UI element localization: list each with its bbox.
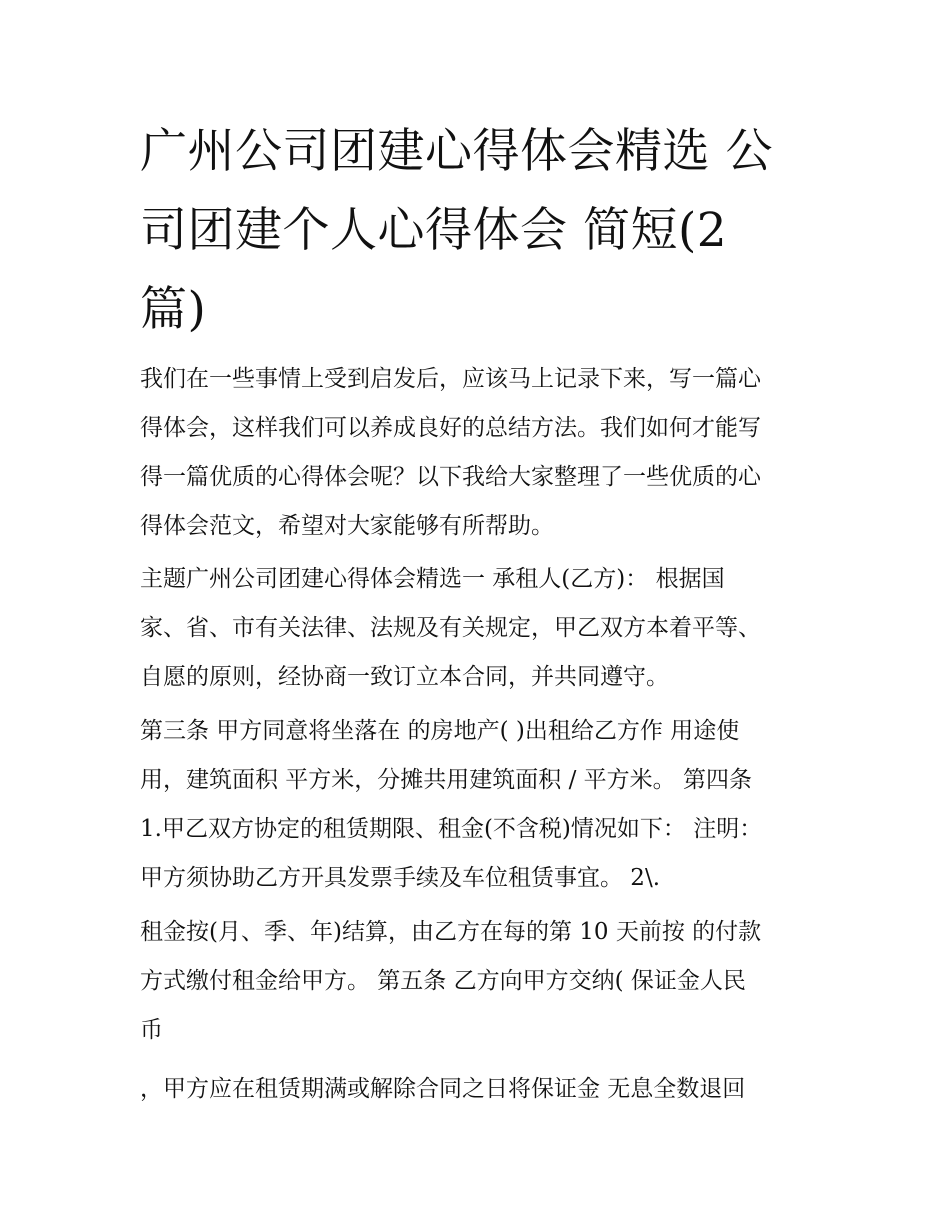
title-line: 司团建个人心得体会 简短(2 — [140, 203, 728, 258]
paragraph-article-three — [140, 707, 830, 903]
paragraph-lessee — [140, 555, 830, 702]
text-line: 我们在一些事情上受到启发后，应该马上记录下来，写一篇心 — [140, 366, 761, 392]
document-title — [140, 112, 820, 349]
paragraph-deposit-return — [140, 1065, 830, 1114]
title-line: 广州公司团建心得体会精选 公 — [140, 124, 773, 179]
text-line: 自愿的原则，经协商一致订立本合同，并共同遵守。 — [140, 664, 669, 690]
text-line: 家、省、市有关法律、法规及有关规定，甲乙双方本着平等、 — [140, 615, 761, 641]
text-line: 1.甲乙双方协定的租赁期限、租金(不含税)情况如下： 注明： — [140, 816, 763, 842]
text-line: ，甲方应在租赁期满或解除合同之日将保证金 无息全数退回 — [140, 1076, 746, 1102]
title-line: 篇) — [140, 282, 207, 337]
text-line: 用，建筑面积 平方米，分摊共用建筑面积 / 平方米。 第四条 — [140, 767, 752, 793]
text-line: 得体会，这样我们可以养成良好的总结方法。我们如何才能写 — [140, 415, 761, 441]
text-line: 第三条 甲方同意将坐落在 的房地产( )出租给乙方作 用途使 — [140, 718, 740, 744]
text-line: 币 — [140, 1017, 163, 1043]
text-line: 得一篇优质的心得体会呢？以下我给大家整理了一些优质的心 — [140, 464, 761, 490]
paragraph-rent-payment — [140, 908, 830, 1055]
text-line: 得体会范文，希望对大家能够有所帮助。 — [140, 513, 554, 539]
text-line: 甲方须协助乙方开具发票手续及车位租赁事宜。 2\. — [140, 865, 661, 891]
text-line: 租金按(月、季、年)结算，由乙方在每的第 10 天前按 的付款 — [140, 919, 762, 945]
text-line: 主题广州公司团建心得体会精选一 承租人(乙方)： 根据国 — [140, 566, 725, 592]
text-line: 方式缴付租金给甲方。 第五条 乙方向甲方交纳( 保证金人民 — [140, 968, 746, 994]
intro-paragraph — [140, 355, 830, 551]
